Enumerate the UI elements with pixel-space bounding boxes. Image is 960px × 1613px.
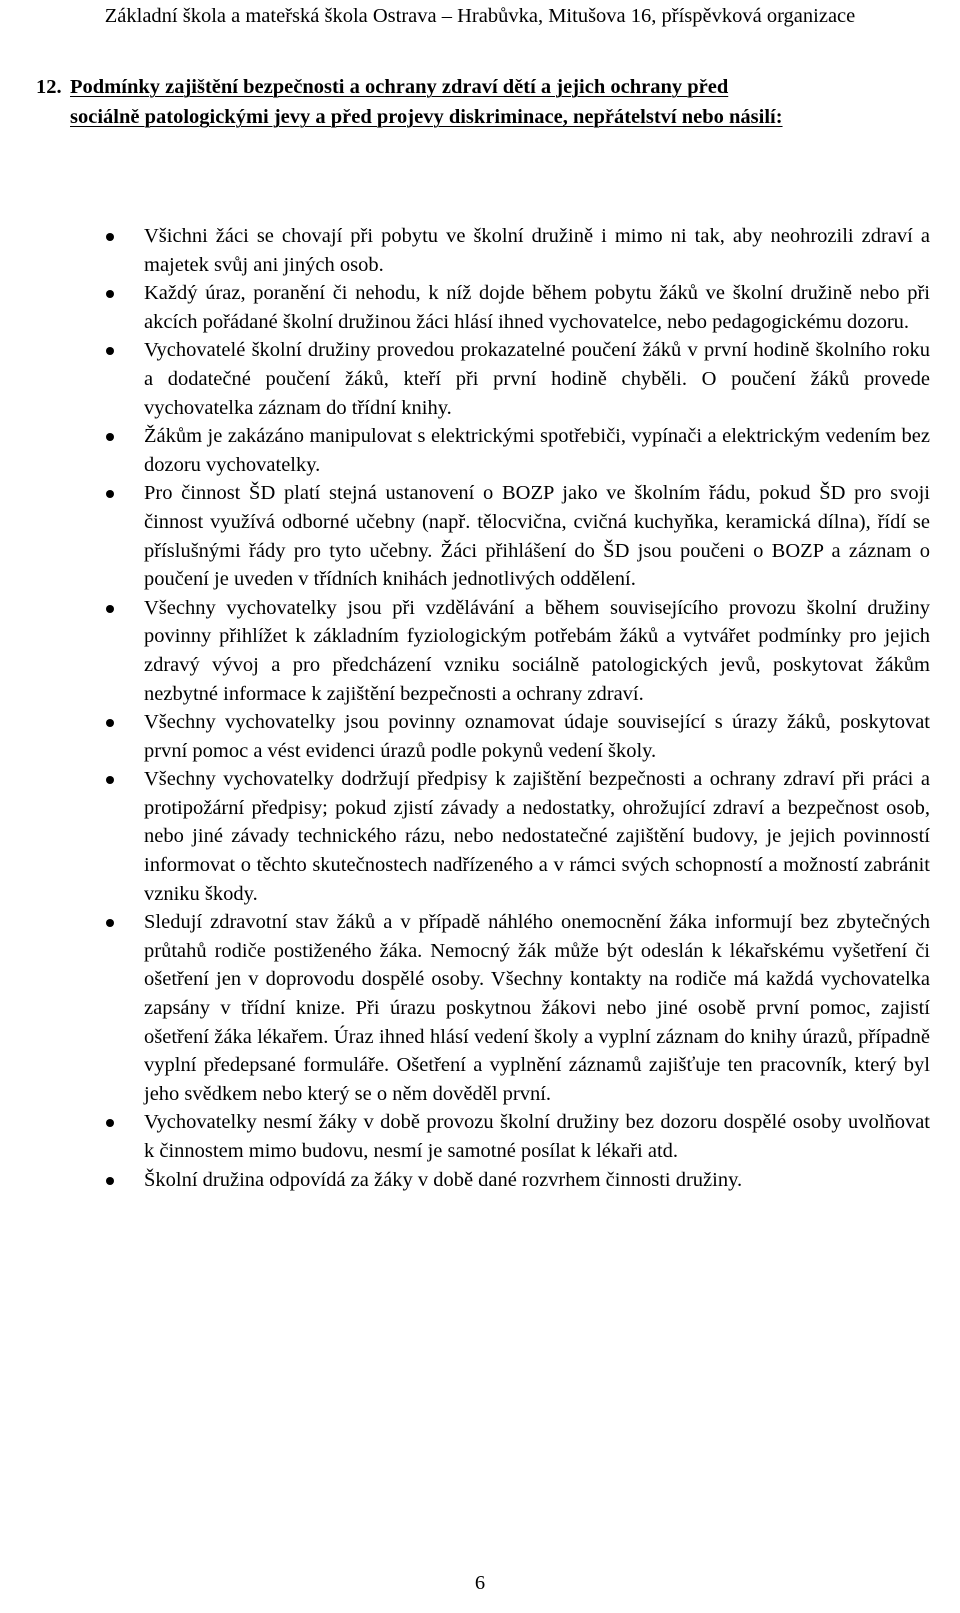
list-item: Všechny vychovatelky dodržují předpisy k zajištění bezpečnosti a ochrany zdraví při práci a protipožární předpisy; pokud zjistí závady a nedostatky, ohrožující zdraví a bezpečnost osob, nebo jiné závady technického rázu, nebo nedostatečné zajištění budovy, je jejich povinností informovat o těchto skutečnostech nadřízeného a v rámci svých schopností a možností zabránit vzniku škody. <box>102 765 930 908</box>
list-item: Každý úraz, poranění či nehodu, k níž dojde během pobytu žáků ve školní družině nebo při akcích pořádané školní družinou žáci hlásí ihned vychovatelce, nebo pedagogickému dozoru. <box>102 279 930 336</box>
section-title-line-1: Podmínky zajištění bezpečnosti a ochrany zdraví dětí a jejich ochrany před <box>70 76 729 98</box>
list-item: Školní družina odpovídá za žáky v době dané rozvrhem činnosti družiny. <box>102 1166 930 1195</box>
list-item: Vychovatelky nesmí žáky v době provozu školní družiny bez dozoru dospělé osoby uvolňovat k činnostem mimo budovu, nesmí je samotné posílat k lékaři atd. <box>102 1108 930 1165</box>
list-item: Pro činnost ŠD platí stejná ustanovení o BOZP jako ve školním řádu, pokud ŠD pro svoji činnost využívá odborné učebny (např. tělocvična, cvičná kuchyňka, keramická dílna), řídí se příslušnými řády pro tyto učebny. Žáci přihlášení do ŠD jsou poučeni o BOZP a záznam o poučení je uveden v třídních knihách jednotlivých oddělení. <box>102 479 930 593</box>
section-title-line-2: sociálně patologickými jevy a před projevy diskriminace, nepřátelství nebo násilí: <box>70 106 783 128</box>
list-item: Všichni žáci se chovají při pobytu ve školní družině i mimo ni tak, aby neohrozili zdraví a majetek svůj ani jiných osob. <box>102 222 930 279</box>
section-title <box>36 72 926 132</box>
page-number: 6 <box>474 1572 486 1594</box>
list-item: Všechny vychovatelky jsou povinny oznamovat údaje související s úrazy žáků, poskytovat první pomoc a vést evidenci úrazů podle pokynů vedení školy. <box>102 708 930 765</box>
section-number: 12. <box>36 76 62 98</box>
page-header: Základní škola a mateřská škola Ostrava – Hrabůvka, Mitušova 16, příspěvková organizace <box>104 5 856 27</box>
section-heading <box>36 72 926 132</box>
list-item: Vychovatelé školní družiny provedou prokazatelné poučení žáků v první hodině školního roku a dodatečné poučení žáků, kteří při první hodině chyběli. O poučení žáků provede vychovatelka záznam do třídní knihy. <box>102 336 930 422</box>
list-item: Žákům je zakázáno manipulovat s elektrickými spotřebiči, vypínači a elektrickým vedením bez dozoru vychovatelky. <box>102 422 930 479</box>
list-item: Všechny vychovatelky jsou při vzdělávání a během souvisejícího provozu školní družiny povinny přihlížet k základním fyziologickým potřebám žáků a vytvářet podmínky pro jejich zdravý vývoj a pro předcházení vzniku sociálně patologických jevů, poskytovat žákům nezbytné informace k zajištění bezpečnosti a ochrany zdraví. <box>102 594 930 708</box>
list-item: Sledují zdravotní stav žáků a v případě náhlého onemocnění žáka informují bez zbytečných průtahů rodiče postiženého žáka. Nemocný žák může být odeslán k lékařskému vyšetření či ošetření jen v doprovodu dospělé osoby. Všechny kontakty na rodiče má každá vychovatelka zapsány v třídní knize. Při úrazu poskytnou žákovi nebo jiné osobě první pomoc, zajistí ošetření žáka lékařem. Úraz ihned hlásí vedení školy a vyplní záznam do knihy úrazů, případně vyplní předepsané formuláře. Ošetření a vyplnění záznamů zajišťuje ten pracovník, který byl jeho svědkem nebo který se o něm dověděl první. <box>102 908 930 1108</box>
rules-list <box>102 222 930 1194</box>
